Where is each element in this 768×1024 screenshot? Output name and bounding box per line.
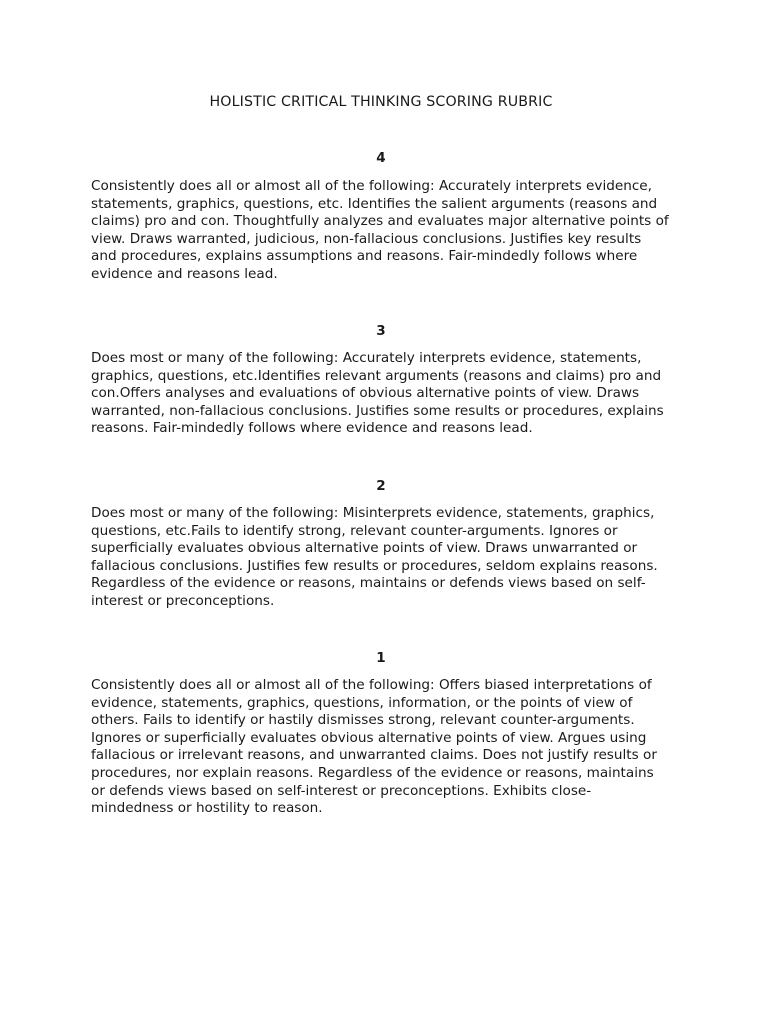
text-line: view. Draws warranted, judicious, non-fallacious conclusions. Justifies key results (91, 230, 642, 247)
text-line: statements, graphics, questions, etc. Identifies the salient arguments (reasons and (91, 195, 658, 212)
text-line: warranted, non-fallacious conclusions. Justifies some results or procedures, explains (91, 402, 664, 419)
score-description-2 (91, 505, 691, 611)
text-line: or defends views based on self-interest or preconceptions. Exhibits close- (91, 782, 592, 799)
score-description-1 (91, 677, 691, 818)
text-line: Regardless of the evidence or reasons, maintains or defends views based on self- (91, 575, 646, 592)
text-line: graphics, questions, etc.Identifies relevant arguments (reasons and claims) pro and (91, 367, 662, 384)
text-line: Does most or many of the following: Accurately interprets evidence, statements, (91, 350, 642, 366)
score-heading-3: 3 (376, 323, 386, 339)
text-line: Consistently does all or almost all of the following: Accurately interprets evidence, (91, 178, 652, 194)
text-line: mindedness or hostility to reason. (91, 800, 323, 817)
text-line: Consistently does all or almost all of the following: Offers biased interpretations of (91, 677, 652, 693)
score-description-4 (91, 178, 691, 284)
text-line: Ignores or superficially evaluates obvious alternative points of view. Argues using (91, 729, 647, 746)
text-line: Does most or many of the following: Misinterprets evidence, statements, graphics, (91, 505, 655, 521)
text-line: questions, etc.Fails to identify strong, relevant counter-arguments. Ignores or (91, 522, 618, 539)
score-description-3 (91, 350, 691, 438)
text-line: evidence and reasons lead. (91, 265, 278, 282)
text-line: con.Offers analyses and evaluations of obvious alternative points of view. Draws (91, 385, 640, 402)
text-line: interest or preconceptions. (91, 592, 275, 609)
text-line: superficially evaluates obvious alternative points of view. Draws unwarranted or (91, 540, 638, 557)
text-line: procedures, nor explain reasons. Regardless of the evidence or reasons, maintains (91, 764, 654, 781)
text-line: and procedures, explains assumptions and reasons. Fair-mindedly follows where (91, 248, 638, 265)
text-line: evidence, statements, graphics, questions, information, or the points of view of (91, 694, 633, 711)
score-heading-2: 2 (376, 478, 386, 494)
score-heading-1: 1 (376, 650, 386, 666)
text-line: reasons. Fair-mindedly follows where evidence and reasons lead. (91, 420, 533, 437)
text-line: fallacious conclusions. Justifies few results or procedures, seldom explains reasons. (91, 557, 658, 574)
document-title: HOLISTIC CRITICAL THINKING SCORING RUBRIC (209, 94, 553, 110)
text-line: claims) pro and con. Thoughtfully analyzes and evaluates major alternative points of (91, 213, 669, 230)
text-line: fallacious or irrelevant reasons, and unwarranted claims. Does not justify results or (91, 747, 657, 764)
score-heading-4: 4 (376, 150, 386, 166)
text-line: others. Fails to identify or hastily dismisses strong, relevant counter-arguments. (91, 712, 635, 729)
